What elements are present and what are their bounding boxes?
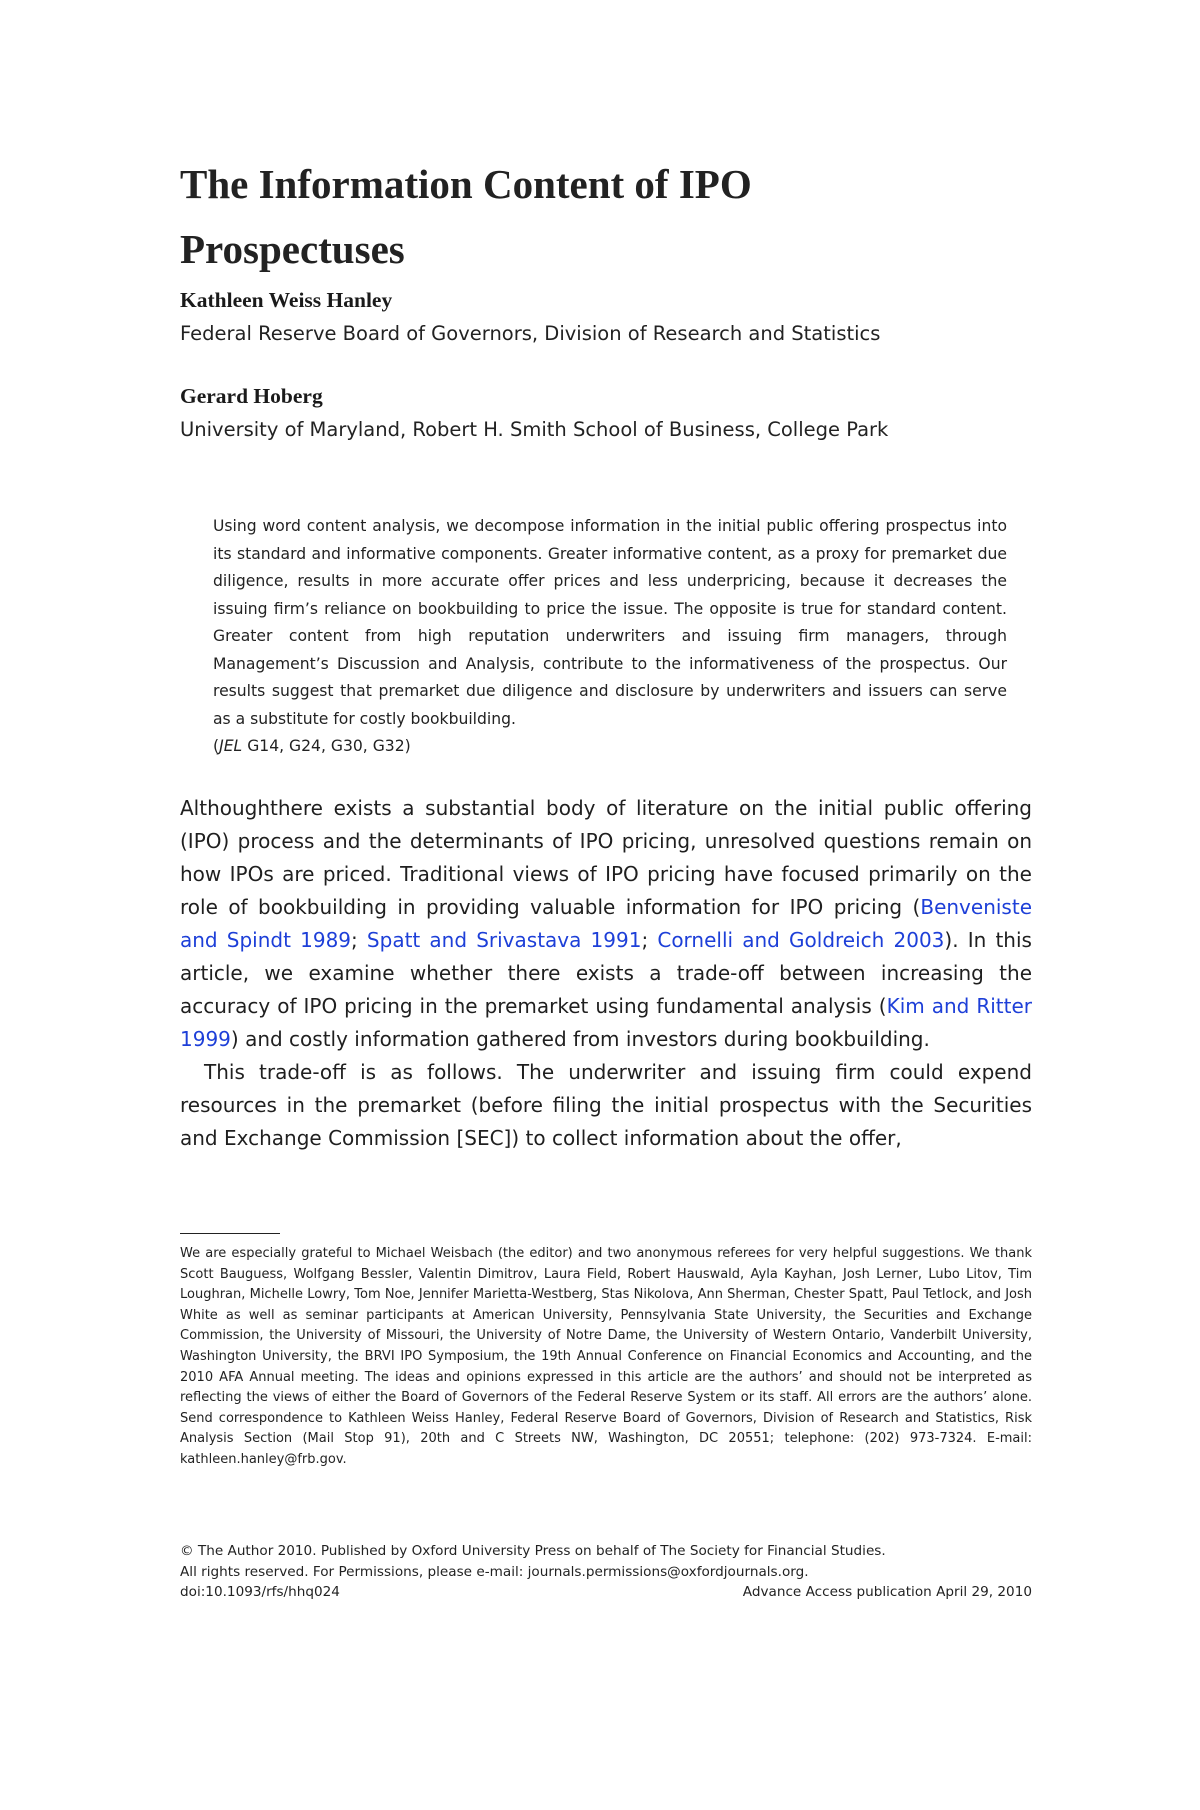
citation-cornelli-goldreich-2003[interactable]: Cornelli and Goldreich 2003 xyxy=(657,928,945,952)
article-title-line-2: Prospectuses xyxy=(180,226,405,272)
body-paragraph-1 xyxy=(180,792,1032,1056)
jel-label: JEL xyxy=(219,737,243,755)
body-p1-part-c: ) and costly information gathered from investors during bookbuilding. xyxy=(230,1027,930,1051)
author-affiliation-2: University of Maryland, Robert H. Smith School of Business, College Park xyxy=(180,418,889,441)
body-text xyxy=(180,792,1032,1155)
footnote-rule xyxy=(180,1233,280,1234)
body-p1-part-a: Althoughthere exists a substantial body of literature on the initial public offering (IPO) process and the determinants of IPO pricing, unresolved questions remain on how IPOs are priced. Traditional views of IPO pricing have focused primarily on the role of bookbuilding in providing valuable information for IPO pricing ( xyxy=(180,796,1032,919)
citation-kim-ritter-1999[interactable]: Kim and Ritter 1999 xyxy=(180,994,1032,1051)
doi: doi:10.1093/rfs/hhq024 xyxy=(180,1584,340,1600)
citation-separator: ; xyxy=(641,928,658,952)
article-title-line-1: The Information Content of IPO xyxy=(180,161,752,207)
citation-benveniste-spindt-1989[interactable]: Benveniste and Spindt 1989 xyxy=(180,895,1032,952)
copyright-notice xyxy=(180,1541,1032,1582)
publication-info xyxy=(180,1582,1032,1604)
body-p1-part-b: ). In this article, we examine whether there exists a trade-off between increasing the accuracy of IPO pricing in the premarket using fundamental analysis ( xyxy=(180,928,1032,1018)
abstract xyxy=(213,513,1007,761)
citation-separator: ; xyxy=(351,928,367,952)
body-paragraph-2: This trade-off is as follows. The underwriter and issuing firm could expend resources in the premarket (before filing the initial prospectus with the Securities and Exchange Commission [SEC]) to collect information about the offer, xyxy=(180,1060,1032,1150)
advance-access-date: Advance Access publication April 29, 2010 xyxy=(742,1584,1032,1600)
article-page xyxy=(180,0,1032,1810)
citation-spatt-srivastava-1991[interactable]: Spatt and Srivastava 1991 xyxy=(366,928,642,952)
copyright-line-2: All rights reserved. For Permissions, please e-mail: journals.permissions@oxfordjournals.org. xyxy=(180,1563,809,1580)
author-name-1: Kathleen Weiss Hanley xyxy=(180,288,393,312)
acknowledgments-footnote: We are especially grateful to Michael Weisbach (the editor) and two anonymous referees for very helpful suggestions. We thank Scott Bauguess, Wolfgang Bessler, Valentin Dimitrov, Laura Field, Robert Hauswald, Ayla Kayhan, Josh Lerner, Lubo Litov, Tim Loughran, Michelle Lowry, Tom Noe, Jennifer Marietta-Westberg, Stas Nikolova, Ann Sherman, Chester Spatt, Paul Tetlock, and Josh White as well as seminar participants at American University, Pennsylvania State University, the Securities and Exchange Commission, the University of Missouri, the University of Notre Dame, the University of Western Ontario, Vanderbilt University, Washington University, the BRVI IPO Symposium, the 19th Annual Conference on Financial Economics and Accounting, and the 2010 AFA Annual meeting. The ideas and opinions expressed in this article are the authors’ and should not be interpreted as reflecting the views of either the Board of Governors of the Federal Reserve System or its staff. All errors are the authors’ alone. Send correspondence to Kathleen Weiss Hanley, Federal Reserve Board of Governors, Division of Research and Statistics, Risk Analysis Section (Mail Stop 91), 20th and C Streets NW, Washington, DC 20551; telephone: (202) 973-7324. E-mail: kathleen.hanley@frb.gov. xyxy=(180,1246,1032,1467)
copyright-line-1: © The Author 2010. Published by Oxford University Press on behalf of The Society for Financial Studies. xyxy=(180,1543,886,1559)
author-affiliation-1: Federal Reserve Board of Governors, Division of Research and Statistics xyxy=(180,322,881,345)
jel-codes: G14, G24, G30, G32) xyxy=(242,737,411,755)
article-title xyxy=(180,152,1032,282)
author-name-2: Gerard Hoberg xyxy=(180,384,323,408)
jel-open: ( xyxy=(213,737,220,755)
abstract-text: Using word content analysis, we decompose information in the initial public offering prospectus into its standard and informative components. Greater informative content, as a proxy for premarket due diligence, results in more accurate offer prices and less underpricing, because it decreases the issuing firm’s reliance on bookbuilding to price the issue. The opposite is true for standard content. Greater content from high reputation underwriters and issuing firm managers, through Management’s Discussion and Analysis, contribute to the informativeness of the prospectus. Our results suggest that premarket due diligence and disclosure by underwriters and issuers can serve as a substitute for costly bookbuilding. xyxy=(213,517,1007,728)
